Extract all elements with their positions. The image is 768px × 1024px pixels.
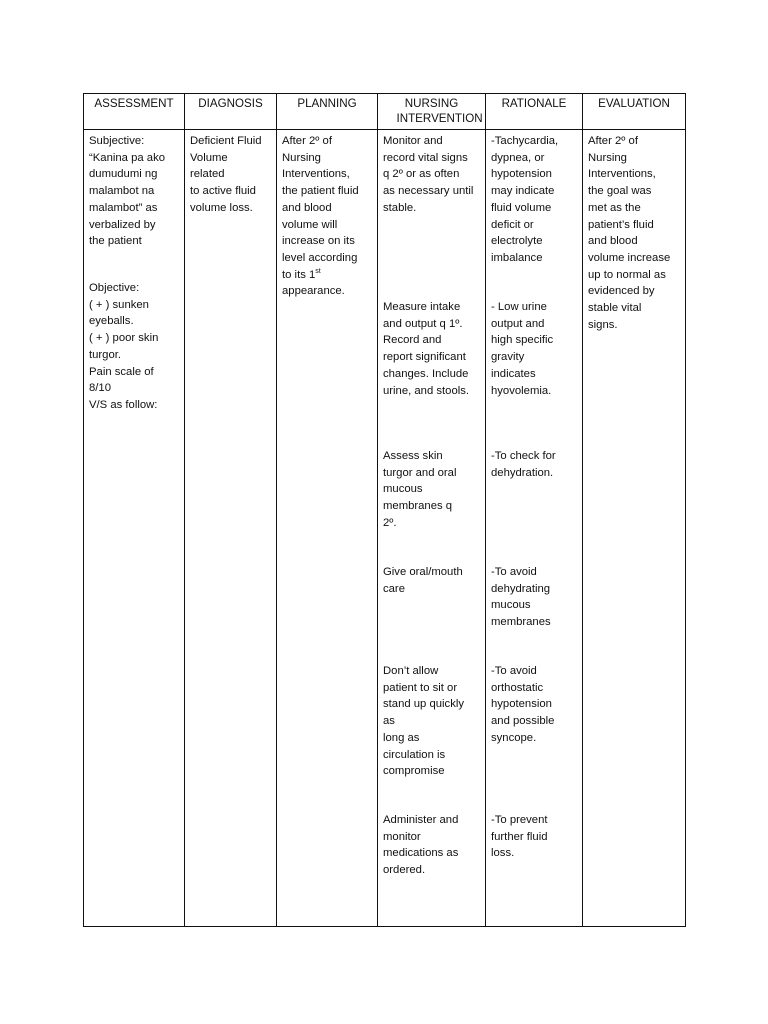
- objective-line: ( + ) sunken: [89, 298, 149, 311]
- rationale-cell: [486, 130, 583, 927]
- intervention-line: membranes q: [383, 500, 453, 513]
- intervention-line: urine, and stools.: [383, 384, 470, 397]
- nursing-intervention-cell: [378, 130, 486, 927]
- objective-line: eyeballs.: [89, 315, 134, 328]
- evaluation-line: volume increase: [588, 251, 671, 264]
- evaluation-line: patient’s fluid: [588, 218, 654, 231]
- planning-line: volume will: [282, 218, 338, 231]
- intervention-line: patient to sit or: [383, 681, 458, 694]
- intervention-line: Don’t allow: [383, 665, 439, 677]
- rationale-line: fluid volume: [491, 201, 552, 214]
- objective-line: turgor.: [89, 348, 122, 361]
- evaluation-line: signs.: [588, 318, 618, 331]
- rationale-line: loss.: [491, 847, 515, 860]
- planning-line: the patient fluid: [282, 185, 359, 198]
- intervention-line: Record and: [383, 334, 442, 347]
- evaluation-line: up to normal as: [588, 268, 666, 281]
- intervention-item: [383, 663, 482, 780]
- planning-line: After 2º of: [282, 135, 332, 147]
- objective-line: Pain scale of: [89, 365, 154, 378]
- nursing-care-plan-table: [83, 93, 686, 927]
- rationale-item: [491, 299, 579, 399]
- header-nursing-intervention: [378, 94, 486, 130]
- subjective-block: [89, 133, 181, 250]
- rationale-line: -To avoid: [491, 665, 537, 677]
- header-diagnosis: DIAGNOSIS: [185, 94, 277, 130]
- header-evaluation: EVALUATION: [583, 94, 686, 130]
- rationale-line: electrolyte: [491, 235, 543, 248]
- rationale-line: and possible: [491, 715, 555, 728]
- rationale-line: dehydration.: [491, 466, 554, 479]
- diagnosis-line: related: [190, 168, 225, 181]
- evaluation-line: the goal was: [588, 185, 652, 198]
- rationale-line: membranes: [491, 616, 551, 629]
- evaluation-line: After 2º of: [588, 135, 638, 147]
- rationale-item: [491, 812, 579, 862]
- planning-line: level according: [282, 251, 358, 264]
- intervention-item: [383, 812, 482, 879]
- rationale-line: output and: [491, 317, 545, 330]
- rationale-line: indicates: [491, 367, 536, 380]
- rationale-line: high specific: [491, 334, 554, 347]
- rationale-line: imbalance: [491, 251, 543, 264]
- rationale-line: may indicate: [491, 185, 555, 198]
- objective-block: [89, 280, 181, 414]
- intervention-line: as necessary until: [383, 185, 474, 198]
- diagnosis-line: volume loss.: [190, 201, 253, 214]
- diagnosis-line: Volume: [190, 151, 228, 164]
- intervention-line: circulation is: [383, 748, 446, 761]
- rationale-line: hyovolemia.: [491, 384, 552, 397]
- rationale-line: syncope.: [491, 731, 537, 744]
- intervention-item: [383, 299, 482, 399]
- planning-line: increase on its: [282, 235, 355, 248]
- intervention-line: Administer and: [383, 814, 459, 826]
- intervention-line: as: [383, 715, 395, 728]
- planning-line: [282, 267, 374, 284]
- subjective-line: malambot” as: [89, 201, 158, 214]
- intervention-line: turgor and oral: [383, 466, 457, 479]
- assessment-cell: [84, 130, 185, 927]
- rationale-line: -Tachycardia,: [491, 135, 559, 147]
- header-assessment: ASSESSMENT: [84, 94, 185, 130]
- diagnosis-line: to active fluid: [190, 185, 256, 198]
- body-row: [84, 130, 686, 927]
- rationale-line: - Low urine: [491, 301, 547, 313]
- rationale-line: -To prevent: [491, 814, 548, 826]
- evaluation-block: [588, 133, 682, 333]
- intervention-line: mucous: [383, 483, 423, 496]
- rationale-line: further fluid: [491, 830, 548, 843]
- evaluation-line: met as the: [588, 201, 641, 214]
- intervention-line: long as: [383, 731, 420, 744]
- intervention-line: record vital signs: [383, 151, 468, 164]
- planning-line: Interventions,: [282, 168, 350, 181]
- evaluation-cell: [583, 130, 686, 927]
- intervention-item: [383, 564, 482, 597]
- rationale-item: [491, 133, 579, 267]
- intervention-line: and output q 1º.: [383, 317, 463, 330]
- intervention-line: 2º.: [383, 516, 397, 529]
- intervention-line: stable.: [383, 201, 417, 214]
- evaluation-line: Nursing: [588, 151, 627, 164]
- rationale-line: dehydrating: [491, 582, 551, 595]
- planning-cell: [277, 130, 378, 927]
- intervention-line: Assess skin: [383, 450, 443, 462]
- diagnosis-cell: [185, 130, 277, 927]
- evaluation-line: evidenced by: [588, 285, 655, 298]
- header-rationale: RATIONALE: [486, 94, 583, 130]
- rationale-line: orthostatic: [491, 681, 544, 694]
- intervention-line: Measure intake: [383, 301, 461, 313]
- rationale-line: hypotension: [491, 698, 552, 711]
- rationale-line: hypotension: [491, 168, 552, 181]
- intervention-line: stand up quickly: [383, 698, 465, 711]
- header-row: [84, 94, 686, 130]
- planning-line: appearance.: [282, 285, 345, 298]
- evaluation-line: stable vital: [588, 302, 642, 315]
- diagnosis-line: Deficient Fluid: [190, 135, 262, 147]
- rationale-line: dypnea, or: [491, 151, 545, 164]
- planning-line: and blood: [282, 201, 332, 214]
- planning-line-text: to its 1: [282, 268, 316, 281]
- rationale-line: gravity: [491, 351, 525, 364]
- rationale-item: [491, 564, 579, 631]
- evaluation-line: Interventions,: [588, 168, 656, 181]
- intervention-line: Monitor and: [383, 135, 443, 147]
- planning-block: [282, 133, 374, 300]
- evaluation-line: and blood: [588, 235, 638, 248]
- diagnosis-block: [190, 133, 273, 217]
- planning-line: Nursing: [282, 151, 321, 164]
- header-nursing-intervention-label: NURSING INTERVENTION: [396, 97, 483, 125]
- rationale-line: -To check for: [491, 450, 556, 462]
- ordinal-superscript: st: [315, 267, 321, 275]
- subjective-line: verbalized by: [89, 218, 156, 231]
- intervention-line: Give oral/mouth: [383, 566, 463, 578]
- rationale-item: [491, 663, 579, 747]
- rationale-line: mucous: [491, 599, 531, 612]
- intervention-line: q 2º or as often: [383, 168, 460, 181]
- intervention-line: report significant: [383, 351, 466, 364]
- subjective-line: malambot na: [89, 185, 155, 198]
- rationale-item: [491, 448, 579, 481]
- intervention-line: care: [383, 582, 405, 595]
- objective-line: ( + ) poor skin: [89, 332, 159, 345]
- intervention-line: compromise: [383, 765, 445, 778]
- intervention-line: monitor: [383, 830, 421, 843]
- intervention-item: [383, 133, 482, 217]
- intervention-item: [383, 448, 482, 532]
- subjective-line: Subjective:: [89, 135, 145, 147]
- intervention-line: changes. Include: [383, 367, 469, 380]
- objective-line: Objective:: [89, 282, 140, 294]
- subjective-line: “Kanina pa ako: [89, 151, 165, 164]
- rationale-line: deficit or: [491, 218, 534, 231]
- rationale-line: -To avoid: [491, 566, 537, 578]
- subjective-line: dumudumi ng: [89, 168, 158, 181]
- objective-line: 8/10: [89, 382, 111, 395]
- header-planning: PLANNING: [277, 94, 378, 130]
- intervention-line: medications as: [383, 847, 459, 860]
- intervention-line: ordered.: [383, 864, 426, 877]
- subjective-line: the patient: [89, 235, 142, 248]
- objective-line: V/S as follow:: [89, 398, 158, 411]
